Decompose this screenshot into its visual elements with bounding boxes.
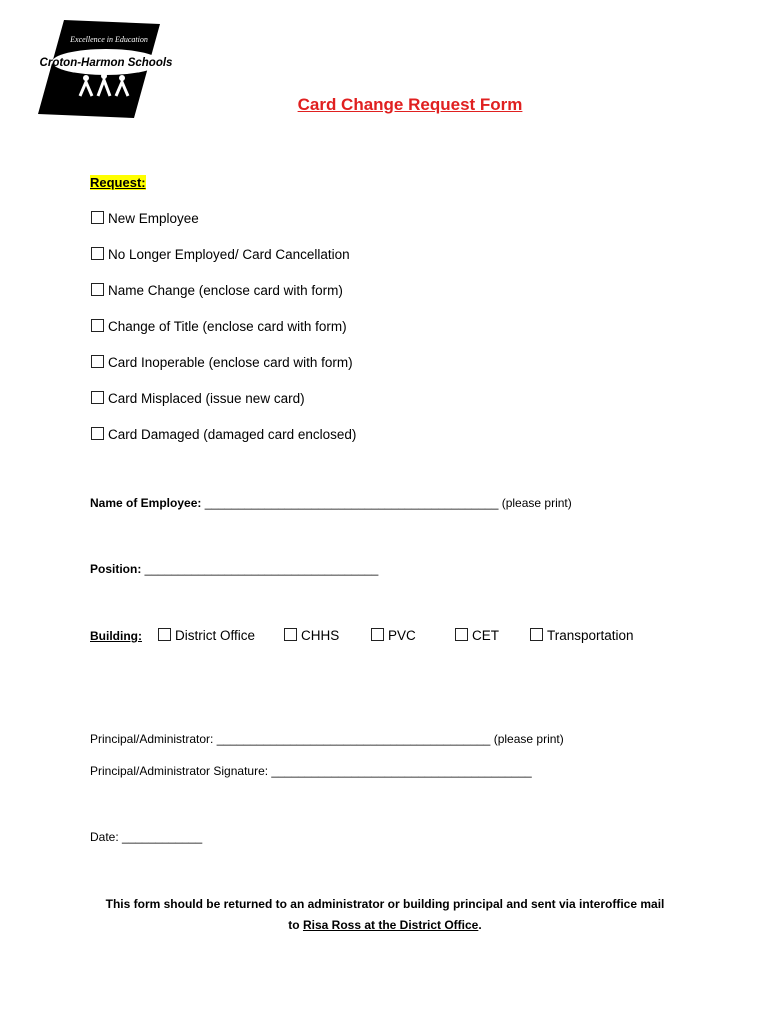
option-label: Card Misplaced (issue new card) (108, 391, 305, 406)
option-card-damaged[interactable] (91, 427, 356, 442)
option-card-misplaced[interactable] (91, 391, 305, 406)
field-note: (please print) (493, 732, 564, 746)
option-name-change[interactable] (91, 283, 343, 298)
building-chhs[interactable] (284, 628, 339, 643)
option-new-employee[interactable] (91, 211, 199, 226)
field-line[interactable]: ____________ (122, 830, 203, 844)
request-label: Request: (90, 175, 146, 190)
field-line[interactable]: _________________________________________ (216, 732, 491, 746)
checkbox-icon[interactable] (284, 628, 297, 641)
footer-line-1: This form should be returned to an administrator or building principal and sent via interoffice mail (105, 897, 665, 911)
field-label: Principal/Administrator: (90, 732, 214, 746)
logo-tagline: Excellence in Education (70, 35, 148, 44)
logo-name: Croton-Harmon Schools (39, 57, 173, 69)
building-pvc[interactable] (371, 628, 416, 643)
footer-instructions (0, 894, 770, 936)
footer-line-2 (0, 915, 770, 936)
field-line[interactable]: ___________________________________ (144, 562, 379, 576)
principal-signature-field[interactable] (90, 764, 532, 778)
checkbox-icon[interactable] (91, 427, 104, 440)
checkbox-icon[interactable] (91, 319, 104, 332)
checkbox-icon[interactable] (91, 247, 104, 260)
option-label: New Employee (108, 211, 199, 226)
option-label: Card Inoperable (enclose card with form) (108, 355, 353, 370)
checkbox-icon[interactable] (158, 628, 171, 641)
field-note: (please print) (501, 496, 572, 510)
building-option-label: CET (472, 628, 499, 643)
checkbox-icon[interactable] (530, 628, 543, 641)
checkbox-icon[interactable] (91, 211, 104, 224)
checkbox-icon[interactable] (455, 628, 468, 641)
checkbox-icon[interactable] (91, 355, 104, 368)
checkbox-icon[interactable] (91, 283, 104, 296)
footer-recipient: Risa Ross at the District Office (302, 918, 479, 932)
field-label: Name of Employee: (90, 496, 202, 510)
building-option-label: PVC (388, 628, 416, 643)
building-label: Building: (90, 629, 142, 643)
checkbox-icon[interactable] (371, 628, 384, 641)
option-label: Name Change (enclose card with form) (108, 283, 343, 298)
field-line[interactable]: _______________________________________ (271, 764, 532, 778)
date-field[interactable] (90, 830, 202, 844)
position-field[interactable] (90, 562, 378, 576)
option-no-longer-employed[interactable] (91, 247, 350, 262)
employee-name-field[interactable] (90, 496, 572, 510)
field-label: Principal/Administrator Signature: (90, 764, 269, 778)
building-option-label: Transportation (547, 628, 634, 643)
building-option-label: CHHS (301, 628, 340, 643)
principal-field[interactable] (90, 732, 564, 746)
building-cet[interactable] (455, 628, 499, 643)
option-label: Change of Title (enclose card with form) (108, 319, 347, 334)
page-title: Card Change Request Form (297, 95, 523, 114)
option-label: Card Damaged (damaged card enclosed) (108, 427, 357, 442)
footer-suffix: . (478, 918, 482, 932)
footer-prefix: to (288, 918, 303, 932)
checkbox-icon[interactable] (91, 391, 104, 404)
building-district-office[interactable] (158, 628, 255, 643)
option-card-inoperable[interactable] (91, 355, 353, 370)
building-option-label: District Office (175, 628, 256, 643)
option-label: No Longer Employed/ Card Cancellation (108, 247, 350, 262)
field-label: Date: (90, 830, 119, 844)
building-transportation[interactable] (530, 628, 634, 643)
field-label: Position: (90, 562, 142, 576)
field-line[interactable]: ____________________________________________ (204, 496, 499, 510)
option-change-of-title[interactable] (91, 319, 347, 334)
